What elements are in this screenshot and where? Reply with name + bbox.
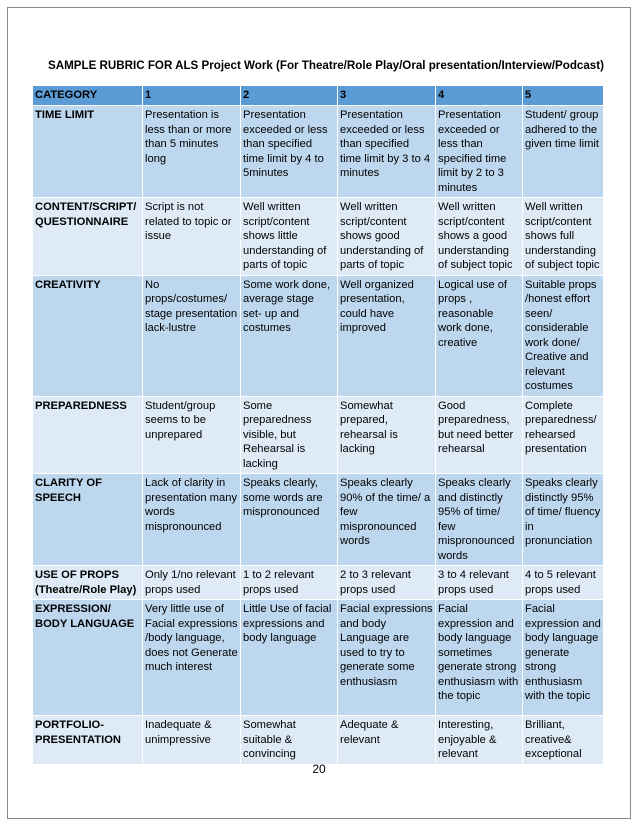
table-cell: Very little use of Facial expressions /body language, does not Generate much interest: [143, 600, 241, 716]
row-category: TIME LIMIT: [33, 106, 143, 198]
header-cell-5: 5: [523, 86, 604, 106]
table-cell: Complete preparedness/ rehearsed presentation: [523, 396, 604, 474]
table-cell: Little Use of facial expressions and body language: [241, 600, 338, 716]
table-cell: Script is not related to topic or issue: [143, 198, 241, 276]
page-number: 20: [312, 762, 326, 776]
table-header-row: [33, 86, 604, 106]
table-cell: Somewhat suitable & convincing: [241, 716, 338, 765]
table-cell: Well written script/content shows a good understanding of subject topic: [436, 198, 523, 276]
row-category: EXPRESSION/ BODY LANGUAGE: [33, 600, 143, 716]
table-cell: 3 to 4 relevant props used: [436, 566, 523, 600]
table-cell: Speaks clearly 90% of the time/ a few mispronounced words: [338, 474, 436, 566]
header-cell-3: 3: [338, 86, 436, 106]
table-cell: 1 to 2 relevant props used: [241, 566, 338, 600]
row-category: CONTENT/SCRIPT/ QUESTIONNAIRE: [33, 198, 143, 276]
table-cell: 2 to 3 relevant props used: [338, 566, 436, 600]
table-cell: No props/costumes/ stage presentation lack-lustre: [143, 275, 241, 396]
table-cell: Well written script/content shows full understanding of subject topic: [523, 198, 604, 276]
table-cell: Some preparedness visible, but Rehearsal is lacking: [241, 396, 338, 474]
table-cell: Lack of clarity in presentation many words mispronounced: [143, 474, 241, 566]
table-cell: Inadequate & unimpressive: [143, 716, 241, 765]
header-cell-1: 1: [143, 86, 241, 106]
table-cell: 4 to 5 relevant props used: [523, 566, 604, 600]
table-cell: Facial expression and body language generate strong enthusiasm with the topic: [523, 600, 604, 716]
table-cell: Logical use of props , reasonable work done, creative: [436, 275, 523, 396]
table-cell: Presentation exceeded or less than specified time limit by 2 to 3 minutes: [436, 106, 523, 198]
header-cell-4: 4: [436, 86, 523, 106]
row-category: CREATIVITY: [33, 275, 143, 396]
table-cell: Student/ group adhered to the given time limit: [523, 106, 604, 198]
table-cell: Interesting, enjoyable & relevant: [436, 716, 523, 765]
row-category: USE OF PROPS (Theatre/Role Play): [33, 566, 143, 600]
table-cell: Presentation exceeded or less than specified time limit by 4 to 5minutes: [241, 106, 338, 198]
table-cell: Presentation exceeded or less than specified time limit by 3 to 4 minutes: [338, 106, 436, 198]
table-row: [33, 600, 604, 716]
table-row: [33, 716, 604, 765]
table-row: [33, 275, 604, 396]
table-cell: Student/group seems to be unprepared: [143, 396, 241, 474]
table-cell: Speaks clearly and distinctly 95% of time/ few mispronounced words: [436, 474, 523, 566]
table-cell: Speaks clearly distinctly 95% of time/ fluency in pronunciation: [523, 474, 604, 566]
table-cell: Speaks clearly, some words are mispronounced: [241, 474, 338, 566]
table-row: [33, 566, 604, 600]
table-cell: Facial expression and body language sometimes generate strong enthusiasm with the topic: [436, 600, 523, 716]
rubric-table: [32, 85, 604, 765]
table-cell: Only 1/no relevant props used: [143, 566, 241, 600]
table-row: [33, 198, 604, 276]
table-cell: Adequate & relevant: [338, 716, 436, 765]
table-row: [33, 106, 604, 198]
row-category: PORTFOLIO-PRESENTATION: [33, 716, 143, 765]
row-category: CLARITY OF SPEECH: [33, 474, 143, 566]
header-cell-2: 2: [241, 86, 338, 106]
table-cell: Brilliant, creative& exceptional: [523, 716, 604, 765]
table-cell: Suitable props /honest effort seen/ considerable work done/ Creative and relevant costumes: [523, 275, 604, 396]
table-cell: Well written script/content shows little understanding of parts of topic: [241, 198, 338, 276]
table-cell: Well written script/content shows good understanding of parts of topic: [338, 198, 436, 276]
table-cell: Somewhat prepared, rehearsal is lacking: [338, 396, 436, 474]
table-cell: Presentation is less than or more than 5 minutes long: [143, 106, 241, 198]
table-cell: Some work done, average stage set- up and costumes: [241, 275, 338, 396]
table-cell: Good preparedness, but need better rehearsal: [436, 396, 523, 474]
table-row: [33, 396, 604, 474]
table-cell: Well organized presentation, could have improved: [338, 275, 436, 396]
table-row: [33, 474, 604, 566]
document-title: SAMPLE RUBRIC FOR ALS Project Work (For Theatre/Role Play/Oral presentation/Interview/Podcast): [48, 59, 604, 72]
table-cell: Facial expressions and body Language are used to try to generate some enthusiasm: [338, 600, 436, 716]
header-cell-category: CATEGORY: [33, 86, 143, 106]
row-category: PREPAREDNESS: [33, 396, 143, 474]
